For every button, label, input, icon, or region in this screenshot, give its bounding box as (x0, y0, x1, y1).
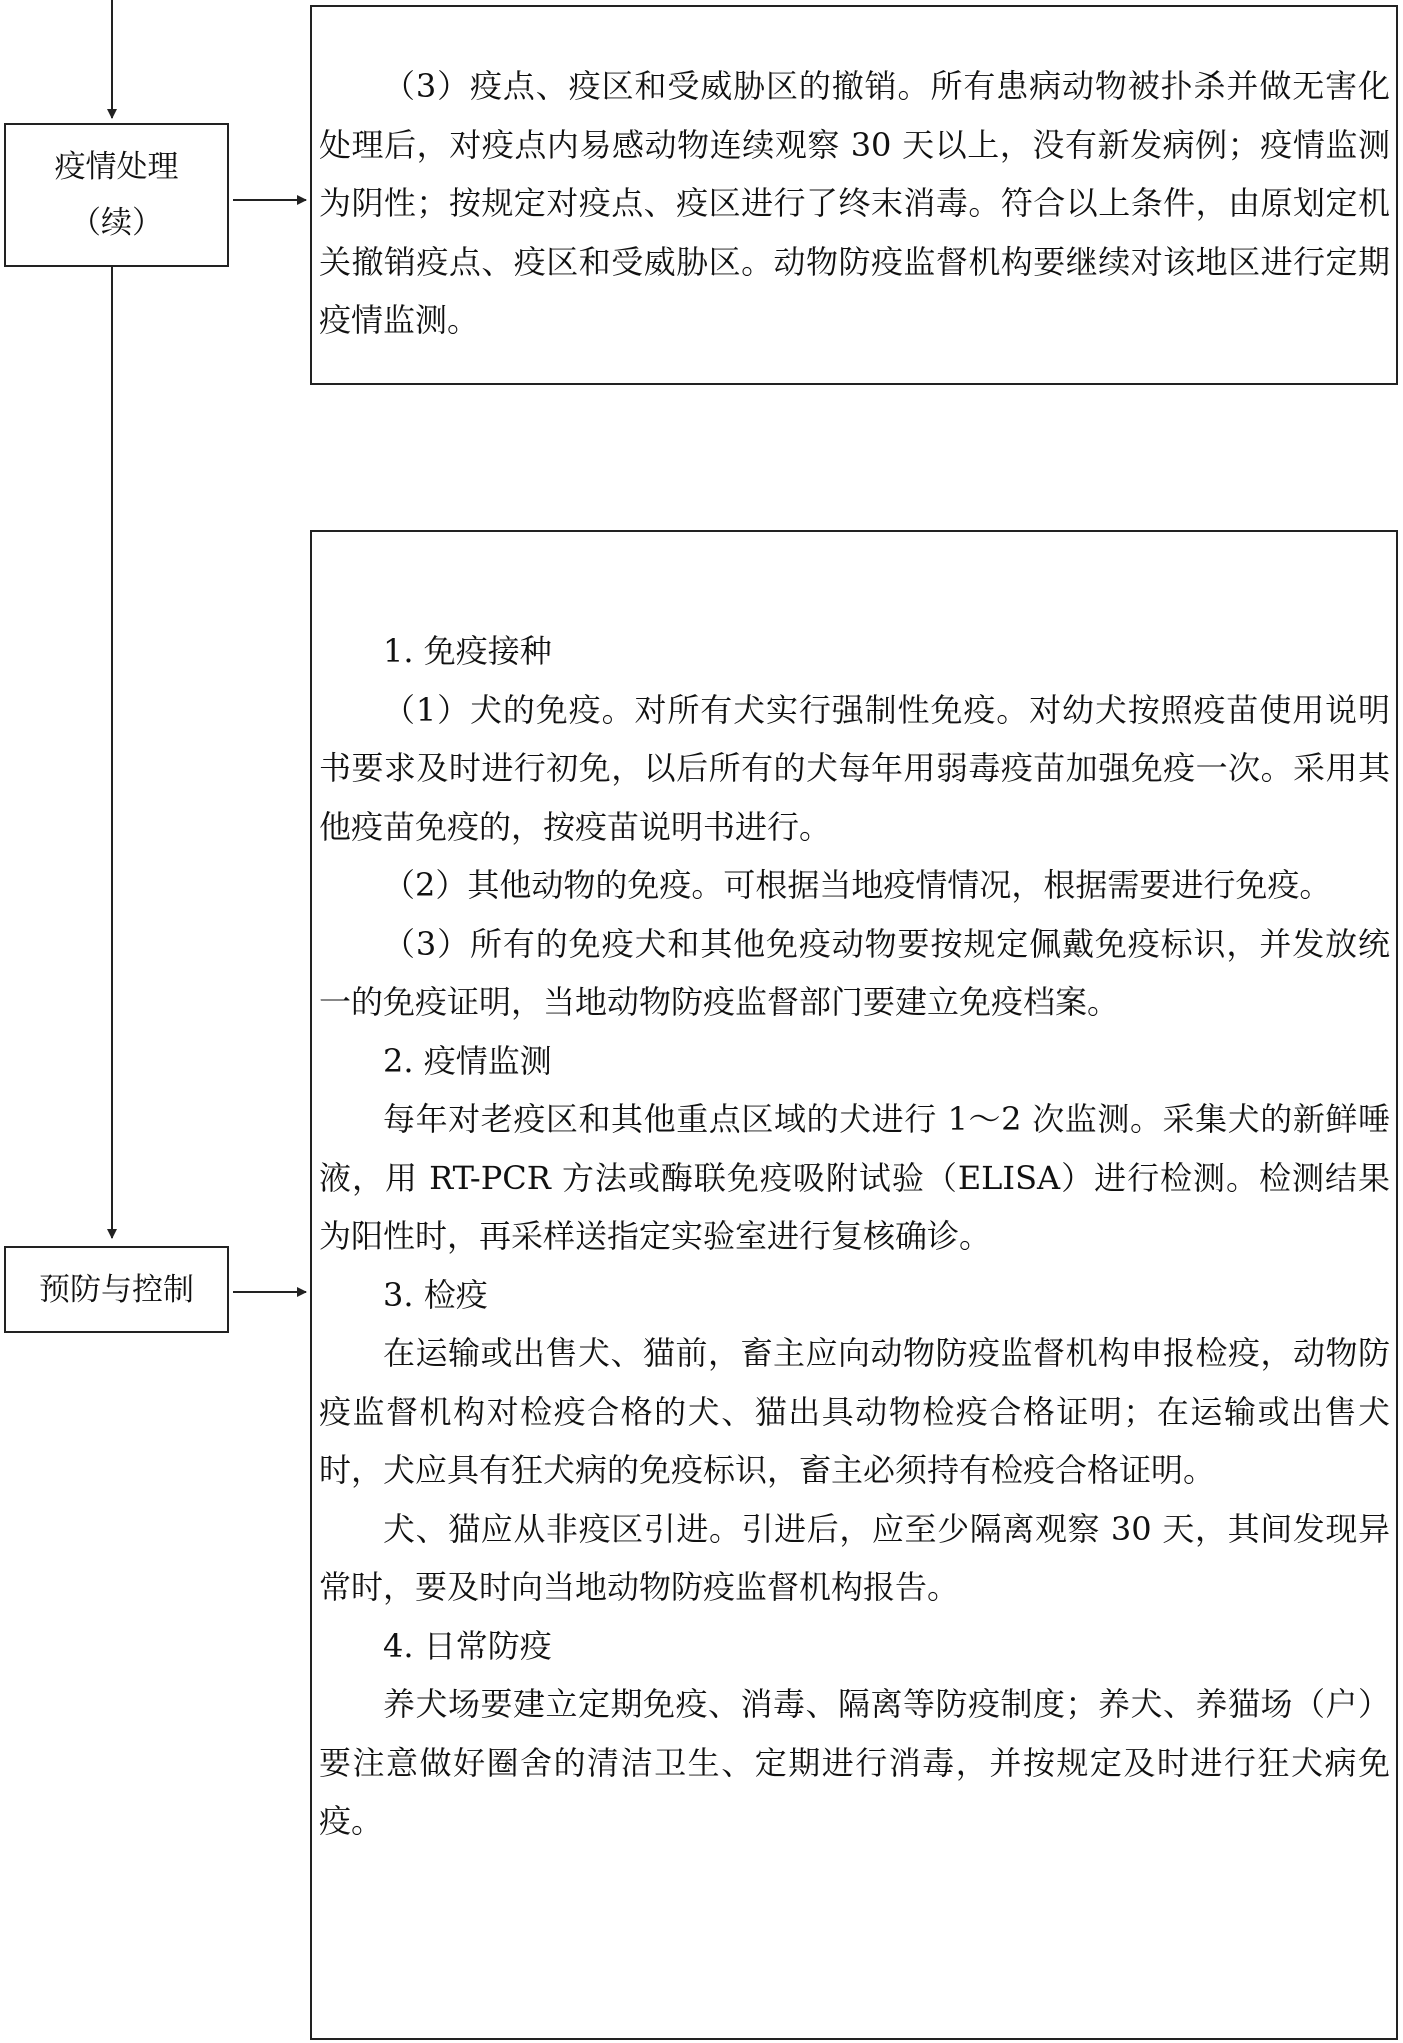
box-outbreak-handling (4, 123, 229, 267)
content2-heading-monitoring: 2. 疫情监测 (383, 1041, 552, 1080)
content2-paragraph: 犬、猫应从非疫区引进。引进后，应至少隔离观察 30 天，其间发现异常时，要及时向当地动物防疫监督机构报告。 (319, 1509, 1390, 1606)
box-outbreak-handling-line2: （续） (70, 205, 163, 241)
content2-heading-quarantine: 3. 检疫 (383, 1275, 488, 1314)
content2-heading-immunization: 1. 免疫接种 (383, 632, 552, 670)
box-outbreak-handling-line1: 疫情处理 (54, 149, 179, 185)
content2-paragraph: （1）犬的免疫。对所有犬实行强制性免疫。对幼犬按照疫苗使用说明书要求及时进行初免，以后所有的犬每年用弱毒疫苗加强免疫一次。采用其他疫苗免疫的，按疫苗说明书进行。 (319, 690, 1390, 846)
content2-paragraph: 在运输或出售犬、猫前，畜主应向动物防疫监督机构申报检疫，动物防疫监督机构对检疫合格的犬、猫出具动物检疫合格证明；在运输或出售犬时，犬应具有狂犬病的免疫标识，畜主必须持有检疫合格证明。 (319, 1334, 1390, 1489)
box-prevention-control-label: 预防与控制 (39, 1271, 194, 1308)
content2-paragraph: （2）其他动物的免疫。可根据当地疫情情况，根据需要进行免疫。 (383, 866, 1332, 904)
content2-paragraph: 每年对老疫区和其他重点区域的犬进行 1～2 次监测。采集犬的新鲜唾液，用 RT-PCR 方法或酶联免疫吸附试验（ELISA）进行检测。检测结果为阳性时，再采样送指定实验室进行复核确诊。 (319, 1100, 1390, 1255)
content-box-prevention (310, 530, 1398, 2040)
content2-paragraph: 养犬场要建立定期免疫、消毒、隔离等防疫制度；养犬、养猫场（户）要注意做好圈舍的清洁卫生、定期进行消毒，并按规定及时进行狂犬病免疫。 (319, 1685, 1390, 1840)
content2-paragraph: （3）所有的免疫犬和其他免疫动物要按规定佩戴免疫标识，并发放统一的免疫证明，当地动物防疫监督部门要建立免疫档案。 (319, 924, 1390, 1021)
content-box-revocation (310, 5, 1398, 385)
box-prevention-control (4, 1246, 229, 1333)
content2-heading-daily-prevention: 4. 日常防疫 (383, 1626, 552, 1665)
content1-paragraph: （3）疫点、疫区和受威胁区的撤销。所有患病动物被扑杀并做无害化处理后，对疫点内易感动物连续观察 30 天以上，没有新发病例；疫情监测为阴性；按规定对疫点、疫区进行了终末消毒。符合以上条件，由原划定机关撤销疫点、疫区和受威胁区。动物防疫监督机构要继续对该地区进行定期疫情监测。 (319, 67, 1390, 339)
